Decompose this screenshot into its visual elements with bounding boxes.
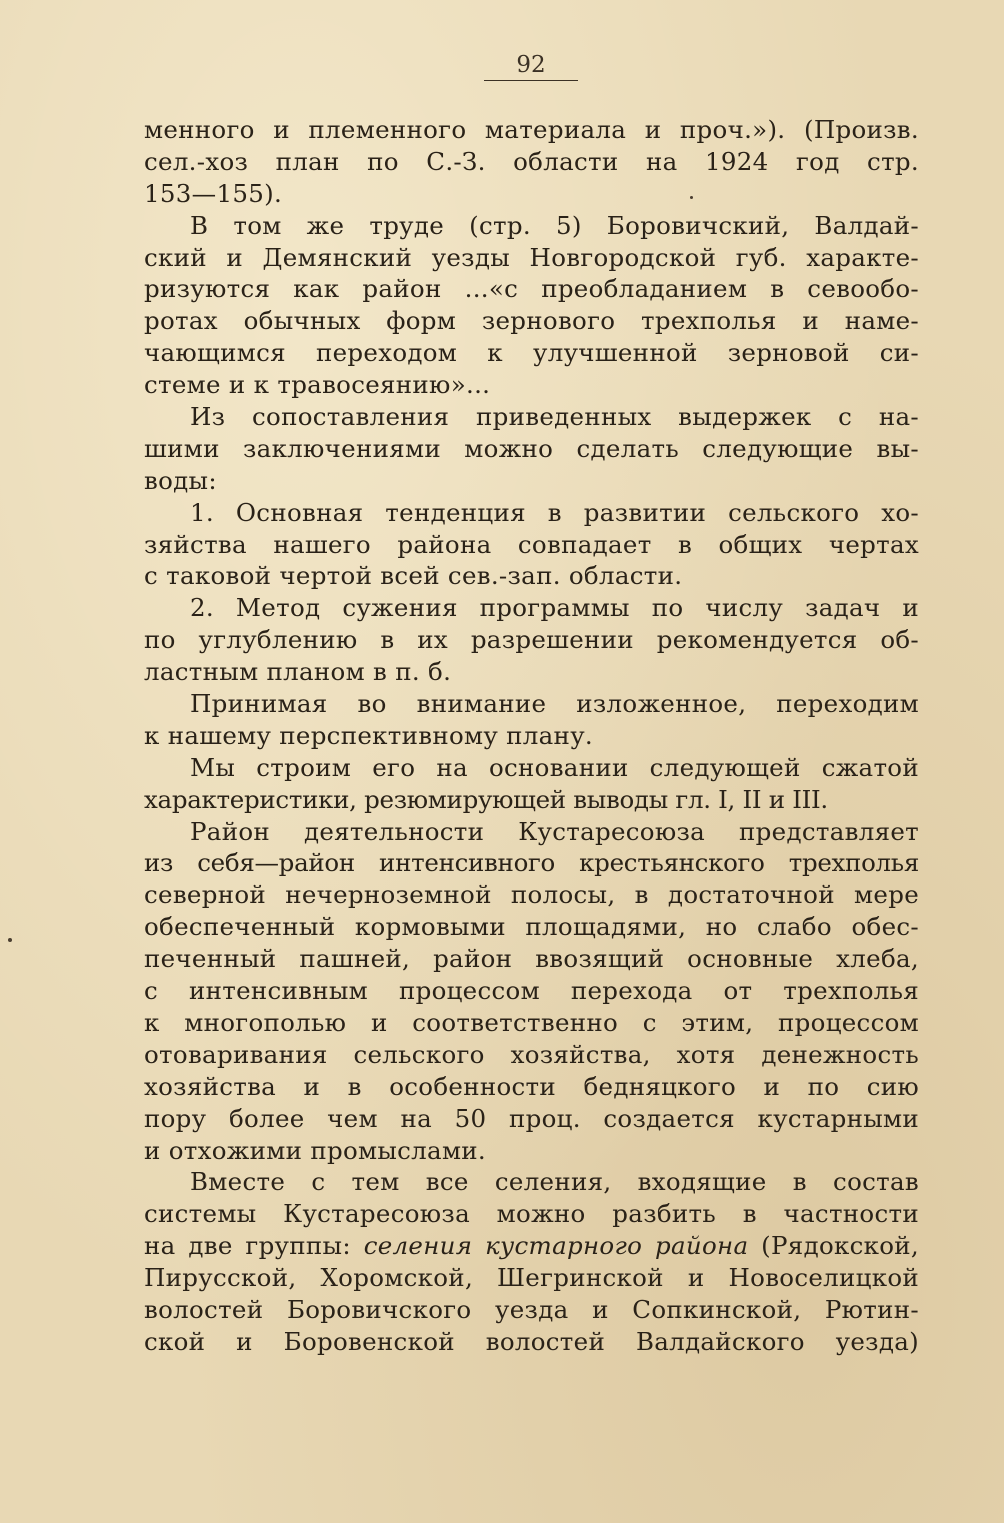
text-line: по углублению в их разрешении рекомендуется об- — [144, 625, 919, 655]
list-item-2-line: 2. Метод сужения программы по числу задач и — [190, 593, 919, 623]
text-line: с таковой чертой всей сев.-зап. области. — [144, 561, 683, 591]
text-line: и отхожими промыслами. — [144, 1135, 487, 1165]
text-line: ризуются как район ...«с преобладанием в севообо- — [144, 274, 919, 304]
text-line: печенный пашней, район ввозящий основные хлеба, — [144, 944, 919, 974]
paragraph-start-line: В том же труде (стр. 5) Боровичский, Валдай- — [190, 210, 919, 240]
text-line: хозяйства и в особенности бедняцкого и по сию — [144, 1071, 919, 1101]
text-line: к нашему перспективному плану. — [144, 720, 593, 750]
paragraph-start-line: Из сопоставления приведенных выдержек с на- — [190, 402, 919, 432]
text-line: ротах обычных форм зернового трехполья и наме- — [144, 306, 919, 336]
page-number: 92 — [516, 52, 546, 78]
text-line: стеме и к травосеянию»... — [144, 370, 491, 400]
text-line: зяйства нашего района совпадает в общих чертах — [144, 529, 919, 559]
text-line: к многополью и соответственно с этим, процессом — [144, 1007, 919, 1037]
list-item-1-line: 1. Основная тенденция в развитии сельского хо- — [190, 497, 919, 527]
text-line: 153—155). — [144, 178, 283, 208]
text-line: воды: — [144, 465, 217, 495]
text-line: ластным планом в п. б. — [144, 657, 452, 687]
emphasized-term: селения кустарного района — [363, 1231, 749, 1261]
text-line: обеспеченный кормовыми площадями, но слабо обес- — [144, 912, 919, 942]
paper-speck — [690, 196, 693, 199]
text-line: шими заключениями можно сделать следующие вы- — [144, 433, 919, 463]
text-line: волостей Боровичского уезда и Сопкинской, Рютин- — [144, 1294, 919, 1324]
paper-speck — [8, 938, 12, 942]
line-suffix: (Рядокской, — [748, 1231, 920, 1261]
page-number-rule — [484, 80, 578, 81]
text-line: чающимся переходом к улучшенной зерновой си- — [144, 338, 919, 368]
line-prefix: на две группы: — [144, 1231, 364, 1261]
text-line-with-emphasis — [144, 1230, 919, 1262]
paragraph-start-line: Район деятельности Кустаресоюза представляет — [190, 816, 919, 846]
text-line: Пирусской, Хоромской, Шегринской и Новоселицкой — [144, 1263, 919, 1293]
paragraph-start-line: Вместе с тем все селения, входящие в состав — [190, 1167, 919, 1197]
paragraph-start-line: Мы строим его на основании следующей сжатой — [190, 752, 919, 782]
text-line: менного и племенного материала и проч.»). (Произв. — [144, 115, 919, 144]
text-line: из себя—район интенсивного крестьянского трехполья — [144, 848, 919, 878]
text-line: сел.-хоз план по С.-З. области на 1924 год стр. — [144, 146, 919, 176]
body-text — [144, 114, 919, 1358]
paragraph-start-line: Принимая во внимание изложенное, переходим — [190, 689, 919, 719]
text-line: пору более чем на 50 проц. создается кустарными — [144, 1103, 919, 1133]
text-line: северной нечерноземной полосы, в достаточной мере — [144, 880, 919, 910]
text-line: с интенсивным процессом перехода от трехполья — [144, 976, 919, 1006]
text-line: характеристики, резюмирующей выводы гл. I, II и III. — [144, 784, 828, 814]
text-line: отоваривания сельского хозяйства, хотя денежность — [144, 1039, 919, 1069]
text-line: системы Кустаресоюза можно разбить в частности — [144, 1199, 919, 1229]
text-line: ской и Боровенской волостей Валдайского уезда) — [144, 1326, 919, 1356]
text-line: ский и Демянский уезды Новгородской губ. характе- — [144, 242, 919, 272]
